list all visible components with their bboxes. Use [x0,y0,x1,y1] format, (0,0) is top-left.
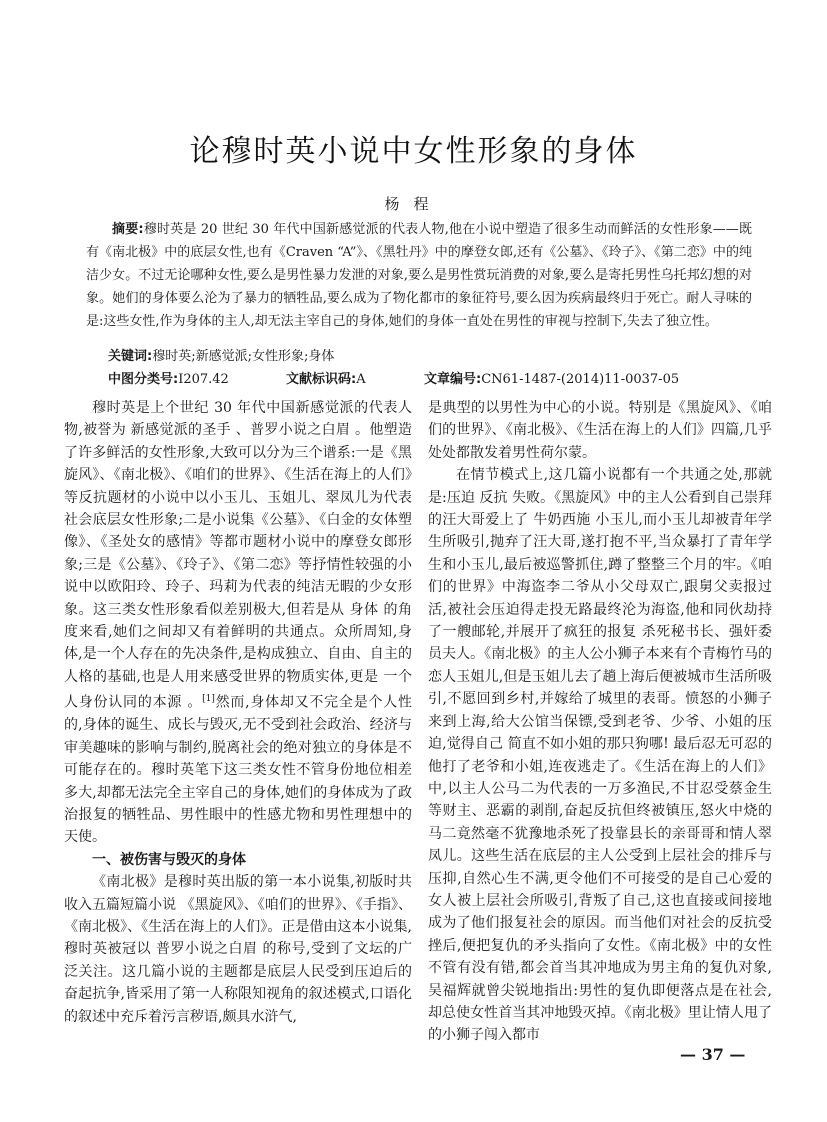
citation-1: [1] [202,694,215,705]
body-paragraph-2: 《南北极》是穆时英出版的第一本小说集,初版时共收入五篇短篇小说 《黑旋风》、《咱们的世界》、《手指》、《南北极》、《生活在海上的人们》。正是借由这本小说集,穆时英被冠以 普罗小说之白眉 的称号,受到了文坛的广泛关注。这几篇小说的主题都是底层人民受到压迫后的奋起抗争,皆采用了第一人称限知视角的叙述模式,口语化的叙述中充斥着污言秽语,颇具水浒气, [64,874,412,1025]
article-number-label: 文章编号: [424,372,482,387]
article-number-value: CN61-1487-(2014)11-0037-05 [481,372,680,387]
abstract-text: 穆时英是 20 世纪 30 年代中国新感觉派的代表人物,他在小说中塑造了很多生动而鲜活的女性形象——既有《南北极》中的底层女性,也有《Craven “A”》、《黑牡丹》中的摩登女郎,还有《公墓》、《玲子》、《第二恋》中的纯洁少女。不过无论哪种女性,要么是男性暴力发泄的对象,要么是男性赏玩消费的对象,要么是寄托男性乌托邦幻想的对象。她们的身体要么沦为了暴力的牺牲品,要么成为了物化都市的象征符号,要么因为疾病最终归于死亡。耐人寻味的是:这些女性,作为身体的主人,却无法主宰自己的身体,她们的身体一直处在男性的审视与控制下,失去了独立性。 [86,222,752,329]
page-number: — 37 — [680,1045,746,1064]
article-meta [108,368,768,388]
keywords [108,345,768,364]
clc-info [108,368,229,387]
body-paragraph-1 [64,397,412,849]
left-column [64,397,412,1028]
body-paragraph-1-text: 穆时英是上个世纪 30 年代中国新感觉派的代表人物,被誉为 新感觉派的圣手 、普罗小说之白眉 。他塑造了许多鲜活的女性形象,大致可以分为三个谱系:一是《黑旋风》、《南北极》、《咱们的世界》、《生活在海上的人们》等反抗题材的小说中以小玉儿、玉姐儿、翠凤儿为代表社会底层女性形象;二是小说集《公墓》、《白金的女体塑像》、《圣处女的感情》等都市题材小说中的摩登女郎形象;三是《公墓》、《玲子》、《第二恋》等抒情性较强的小说中以欧阳玲、玲子、玛莉为代表的纯洁无暇的少女形象。这三类女性形象看似差别极大,但若是从 身体 的角度来看,她们之间却又有着鲜明的共通点。众所周知,身体,是一个人存在的先决条件,是构成独立、自由、自主的人格的基础,也是人用来感受世界的物质实体,更是 一个人身份认同的本源 。 [64,400,412,711]
doc-code-label: 文献标识码: [286,372,357,387]
right-column [428,397,772,1047]
body-paragraph-1-cont: 然而,身体却又不完全是个人性的,身体的诞生、成长与毁灭,无不受到社会政治、经济与审美趣味的影响与制约,脱离社会的绝对独立的身体是不可能存在的。穆时英笔下这三类女性不管身份地位相差多大,却都无法完全主宰自己的身体,她们的身体成为了政治报复的牺牲品、男性眼中的性感尤物和男性理想中的天使。 [64,694,412,846]
article-author: 杨程 [384,195,443,213]
abstract [86,218,752,333]
section-heading-1: 一、被伤害与毁灭的身体 [92,851,246,868]
doc-code-info [286,368,366,387]
clc-value: I207.42 [178,372,229,387]
article-title: 论穆时英小说中女性形象的身体 [189,134,638,169]
doc-code-value: A [356,372,366,387]
keywords-text: 穆时英;新感觉派;女性形象;身体 [152,349,335,364]
clc-label: 中图分类号: [108,372,179,387]
abstract-label: 摘要: [112,222,144,237]
article-number-info [424,368,679,387]
body-paragraph-3: 在情节模式上,这几篇小说都有一个共通之处,那就是:压迫 反抗 失败。《黑旋风》中的主人公看到自己崇拜的汪大哥爱上了 牛奶西施 小玉儿,而小玉儿却被青年学生所吸引,抛弃了汪大哥,遂打抱不平,当众暴打了青年学生和小玉儿,最后被巡警抓住,蹲了整整三个月的牢。《咱们的世界》中海盗李二爷从小父母双亡,跟舅父卖报过活,被社会压迫得走投无路最终沦为海盗,他和同伙劫持了一艘邮轮,并展开了疯狂的报复 杀死秘书长、强奸委员夫人。《南北极》的主人公小狮子本来有个青梅竹马的恋人玉姐儿,但是玉姐儿去了趟上海后便被城市生活所吸引,不愿回到乡村,并嫁给了城里的表哥。愤怒的小狮子来到上海,给大公馆当保镖,受到老爷、少爷、小姐的压迫,觉得自己 简直不如小姐的那只狗哪! 最后忍无可忍的他打了老爷和小姐,连夜逃走了。《生活在海上的人们》中,以主人公马二为代表的一万多渔民,不甘忍受蔡金生等财主、恶霸的剥削,奋起反抗但终被镇压,怒火中烧的马二竟然毫不犹豫地杀死了投靠县长的亲哥哥和情人翠凤儿。这些生活在底层的主人公受到上层社会的排斥与压抑,自然心生不满,更令他们不可接受的是自己心爱的女人被上层社会所吸引,背叛了自己,这也直接或间接地成为了他们报复社会的原因。而当他们对社会的反抗受挫后,便把复仇的矛头指向了女性。《南北极》中的女性不管有没有错,都会首当其冲地成为男主角的复仇对象,吴福辉就曾尖锐地指出:男性的复仇即便落点是在社会,却总使女性首当其冲地毁灭掉。《南北极》里让情人甩了的小狮子闯入都市 [428,467,772,1044]
keywords-label: 关键词: [108,349,153,364]
body-paragraph-2-cont: 是典型的以男性为中心的小说。特别是《黑旋风》、《咱们的世界》、《南北极》、《生活在海上的人们》四篇,几乎处处都散发着男性荷尔蒙。 [428,400,772,461]
